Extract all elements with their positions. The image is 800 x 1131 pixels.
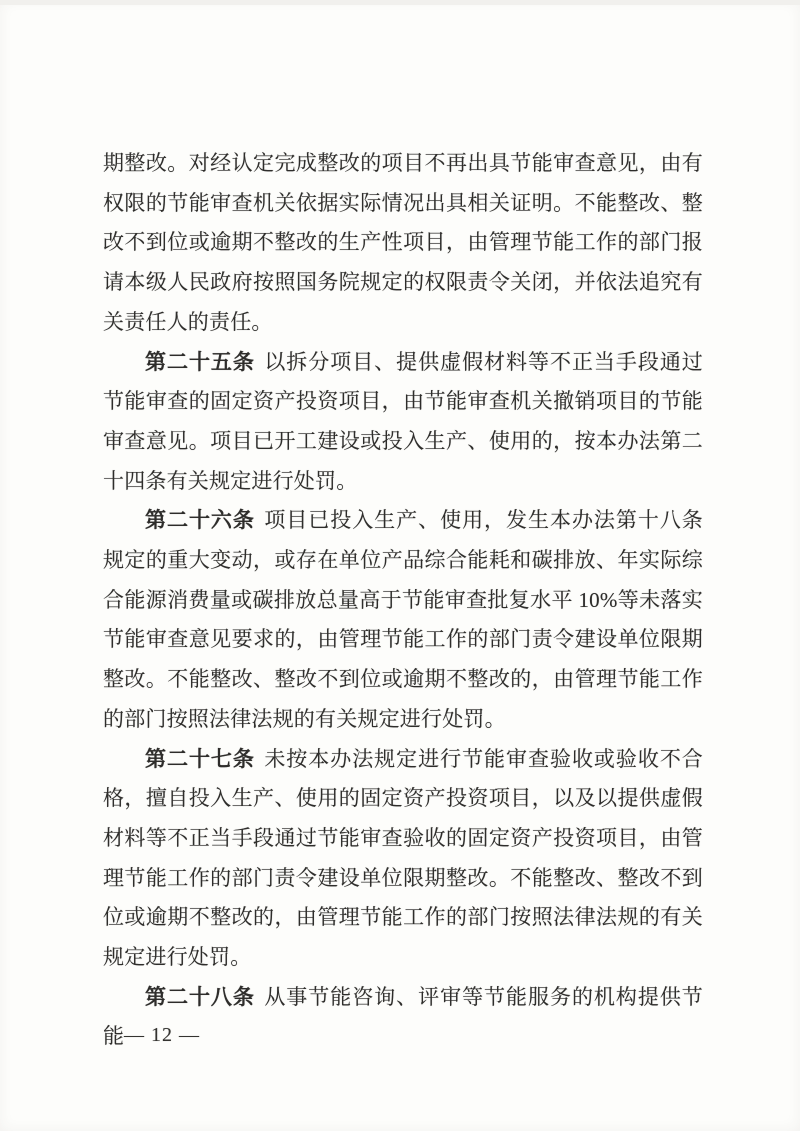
paragraph-text: 期整改。对经认定完成整改的项目不再出具节能审查意见，由有权限的节能审查机关依据实际情况出具相关证明。不能整改、整改不到位或逾期不整改的生产性项目，由管理节能工作的部门报请本级人民政府按照国务院规定的权限责令关闭，并依法追究有关责任人的责任。 <box>103 151 703 334</box>
paragraph-text: 以拆分项目、提供虚假材料等不正当手段通过节能审查的固定资产投资项目，由节能审查机关撤销项目的节能审查意见。项目已开工建设或投入生产、使用的，按本办法第二十四条有关规定进行处罚。 <box>103 349 704 493</box>
paragraph <box>103 501 703 739</box>
paragraph <box>103 343 703 502</box>
article-number: 第二十六条 <box>145 508 255 533</box>
article-number: 第二十八条 <box>145 984 255 1009</box>
paragraph <box>103 740 703 978</box>
document-body <box>103 144 703 1057</box>
paragraph <box>103 144 703 343</box>
scan-edge <box>0 0 800 5</box>
page-number: — 12 — <box>124 1024 200 1046</box>
paragraph-text: 项目已投入生产、使用，发生本办法第十八条规定的重大变动，或存在单位产品综合能耗和碳排放、年实际综合能源消费量或碳排放总量高于节能审查批复水平 10%等未落实节能审查意见要求的，由管理节能工作的部门责令建设单位限期整改。不能整改、整改不到位或逾期不整改的，由管理节能工作的部门按照法律法规的有关规定进行处罚。 <box>103 508 704 731</box>
article-number: 第二十五条 <box>145 349 255 374</box>
paragraph-text: 从事节能咨询、评审等节能服务的机构提供节能 <box>103 984 704 1049</box>
article-number: 第二十七条 <box>145 746 255 771</box>
paragraph-text: 未按本办法规定进行节能审查验收或验收不合格，擅自投入生产、使用的固定资产投资项目，以及以提供虚假材料等不正当手段通过节能审查验收的固定资产投资项目，由管理节能工作的部门责令建设单位限期整改。不能整改、整改不到位或逾期不整改的，由管理节能工作的部门按照法律法规的有关规定进行处罚。 <box>103 746 704 970</box>
